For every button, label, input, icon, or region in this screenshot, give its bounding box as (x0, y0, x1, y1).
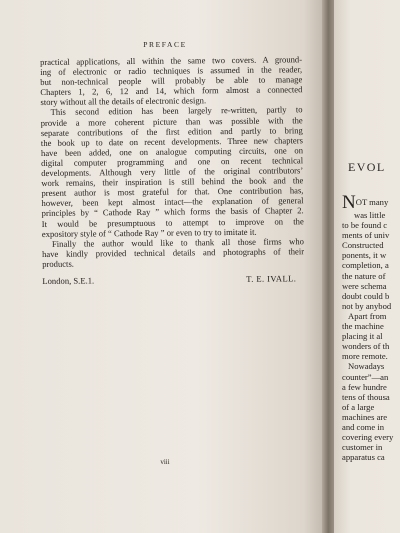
text-line: story without all the details of electronic design. (40, 95, 207, 108)
text-line: the nature of (342, 270, 386, 281)
text-line: apparatus ca (342, 452, 385, 463)
right-page (334, 0, 400, 533)
text-line: tens of thousa (342, 391, 390, 402)
signature-author: T. E. IVALL. (246, 273, 297, 284)
text-line: but non-technical people will probably be able to manage (40, 74, 303, 88)
text-line: developments. Although very little of the original contributors’ (41, 165, 304, 179)
text-line: digital computer programming and one on recent technical (41, 155, 304, 168)
text-line: It would be presumptuous to attempt to improve on the (41, 215, 304, 229)
text-line (342, 192, 393, 213)
text-line: Finally the author would like to thank all those firms who (51, 235, 304, 249)
text-line: wonders of th (342, 341, 390, 352)
first-line-rest: OT many (355, 197, 389, 207)
text-line: to be found c (342, 220, 388, 231)
text-line: not by anybod (342, 300, 392, 311)
text-line: more remote. (342, 351, 388, 362)
text-line: practical applications, all within the same two covers. A ground- (40, 54, 303, 67)
text-line: placing it al (342, 331, 383, 342)
text-line: products. (42, 258, 74, 269)
running-head: PREFACE (143, 40, 187, 49)
text-line: doubt could b (342, 290, 390, 301)
text-line: the machine (342, 321, 384, 332)
chapter-body (342, 192, 394, 463)
text-line: principles by “ Cathode Ray ” which forms the basis of Chapter 2. (41, 205, 304, 219)
text-line: ing of electronic or radio techniques is assumed in the reader, (40, 64, 303, 78)
text-line: a few hundre (342, 381, 387, 392)
text-line: covering every (342, 432, 394, 443)
text-line: ponents, it w (342, 250, 387, 261)
text-line: have kindly provided technical details and photographs of their (42, 246, 305, 259)
text-line: This second edition has been largely re-written, partly to (50, 104, 303, 118)
text-line: was little (354, 210, 386, 220)
drop-cap: N (342, 192, 356, 213)
text-line: however, been kept almost intact—the explanation of general (41, 195, 304, 209)
text-line: have been added, one on analogue computing circuits, one on (40, 145, 304, 158)
signature-row (42, 273, 304, 286)
text-line: of a large (342, 401, 375, 412)
text-line: Nowadays (348, 361, 385, 372)
text-line: the book up to date on recent developments. Three new chapters (40, 135, 303, 148)
text-line: expository style of “ Cathode Ray ” or even to try to imitate it. (41, 226, 257, 239)
text-line: Apart from (348, 310, 387, 321)
text-line: were schema (342, 280, 387, 291)
text-line: provide a more coherent picture than was possible with the (40, 114, 303, 128)
text-line: present author is most grateful for that. One contribution has, (41, 185, 304, 199)
text-line: completion, a (342, 260, 389, 271)
text-line: ments of univ (342, 230, 390, 241)
text-line: Chapters 1, 2, 6, 12 and 14, which form almost a connected (40, 84, 303, 98)
text-line: machines are (342, 411, 388, 422)
text-line: work remains, their inspiration is still behind the book and the (41, 175, 304, 189)
text-line: separate contributions of the first edition and partly to bring (40, 124, 303, 138)
text-line: and come in (342, 421, 384, 432)
signature-place: London, S.E.1. (42, 275, 95, 286)
text-line: Constructed (342, 240, 384, 251)
page-number: viii (160, 458, 170, 466)
text-line: customer in (342, 442, 383, 453)
preface-body (40, 54, 304, 286)
text-line: counter”—an (342, 371, 389, 382)
chapter-heading: EVOL (348, 160, 386, 174)
